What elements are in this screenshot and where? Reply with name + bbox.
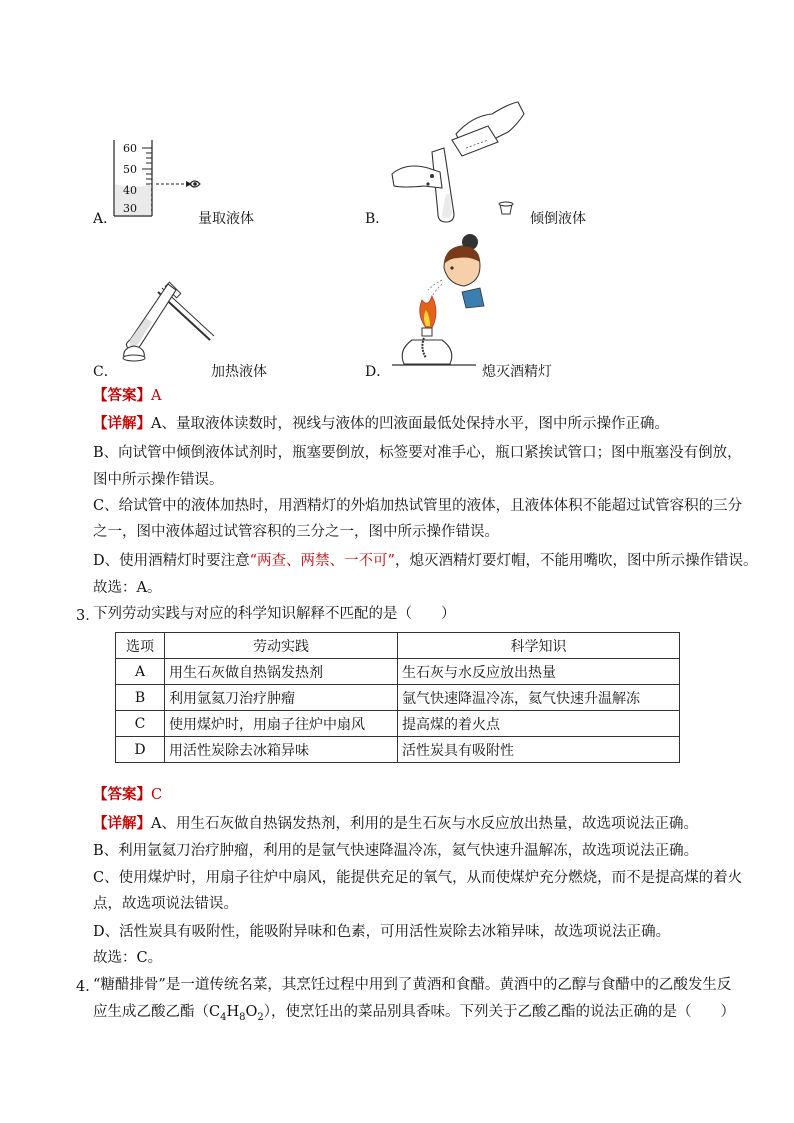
detail-quote: “两查、两禁、一不可” xyxy=(249,553,395,569)
option-c-caption: 加热液体 xyxy=(211,364,267,380)
table-row xyxy=(116,659,680,685)
q2-answer xyxy=(93,386,161,406)
option-a-letter: A． xyxy=(93,211,118,227)
subscript: 4 xyxy=(220,1011,227,1023)
table-row xyxy=(116,711,680,737)
heating-liquid-figure xyxy=(118,278,218,370)
question-4-stem-line-2 xyxy=(93,1002,735,1028)
table-header-knowledge: 科学知识 xyxy=(398,633,680,659)
scale-label-30: 30 xyxy=(123,202,137,215)
detail-tag: 【详解】 xyxy=(93,415,151,432)
q3-detail-line-2: B、利用氩氦刀治疗肿瘤，利用的是氩气快速降温冷冻，氦气快速升温解冻，故选项说法正确。 xyxy=(93,843,699,859)
table-header-row xyxy=(116,633,680,659)
scale-label-60: 60 xyxy=(123,142,137,155)
q3-detail-line-4: 点，故选项说法错误。 xyxy=(93,896,238,912)
q3-detail-line-5: D、活性炭具有吸附性，能吸附异味和色素，可用活性炭除去冰箱异味，故选项说法正确。 xyxy=(93,924,671,940)
scale-label-50: 50 xyxy=(123,163,137,176)
extinguish-lamp-figure xyxy=(392,234,502,376)
table-cell-practice: 利用氩氦刀治疗肿瘤 xyxy=(165,685,398,711)
q3-conclusion: 故选：C。 xyxy=(93,950,163,966)
answer-tag: 【答案】 xyxy=(93,387,151,404)
option-a-caption: 量取液体 xyxy=(198,211,254,227)
option-d-letter: D． xyxy=(365,364,391,380)
table-cell-knowledge: 活性炭具有吸附性 xyxy=(398,737,680,763)
q2-detail-line-3: 图中所示操作错误。 xyxy=(93,472,224,488)
answer-tag: 【答案】 xyxy=(93,786,151,803)
table-cell-option: A xyxy=(116,659,165,685)
q2-detail-line-4: C、给试管中的液体加热时，用酒精灯的外焰加热试管里的液体，且液体体积不能超过试管容积的三分 xyxy=(93,498,743,514)
table-cell-knowledge: 氩气快速降温冷冻，氦气快速升温解冻 xyxy=(398,685,680,711)
option-c-letter: C． xyxy=(93,364,118,380)
table-cell-practice: 使用煤炉时，用扇子往炉中扇风 xyxy=(165,711,398,737)
detail-text-part: D、使用酒精灯时要注意 xyxy=(93,553,250,569)
pouring-liquid-figure xyxy=(388,96,538,228)
table-cell-practice: 用生石灰做自热锅发热剂 xyxy=(165,659,398,685)
stem-text: ），使烹饪出的菜品别具香味。下列关于乙酸乙酯的说法正确的是（ ） xyxy=(263,1004,736,1020)
subscript: 2 xyxy=(257,1011,264,1023)
option-d-caption: 熄灭酒精灯 xyxy=(482,364,552,380)
detail-text-part: ，熄灭酒精灯要灯帽，不能用嘴吹，图中所示操作错误。 xyxy=(394,553,758,569)
detail-text: A、用生石灰做自热锅发热剂，利用的是生石灰与水反应放出热量，故选项说法正确。 xyxy=(151,816,698,832)
table-row xyxy=(116,685,680,711)
q2-detail-line-6 xyxy=(93,551,757,571)
table-row xyxy=(116,737,680,763)
scale-label-40: 40 xyxy=(123,184,137,197)
q3-detail-line-3: C、使用煤炉时，用扇子往炉中扇风，能提供充足的氧气，从而使煤炉充分燃烧，而不是提高煤的着火 xyxy=(93,870,743,886)
stem-text: O xyxy=(245,1004,258,1020)
table-header-practice: 劳动实践 xyxy=(165,633,398,659)
table-cell-option: C xyxy=(116,711,165,737)
detail-text: A、量取液体读数时，视线与液体的凹液面最低处保持水平，图中所示操作正确。 xyxy=(151,416,669,432)
stem-text: H xyxy=(226,1004,240,1020)
table-cell-practice: 用活性炭除去冰箱异味 xyxy=(165,737,398,763)
answer-value: C xyxy=(151,787,163,803)
table-cell-option: D xyxy=(116,737,165,763)
option-b-caption: 倾倒液体 xyxy=(530,211,586,227)
q2-detail-line-5: 之一，图中液体超过试管容积的三分之一，图中所示操作错误。 xyxy=(93,524,499,540)
question-4-number: 4． xyxy=(76,979,100,995)
table-cell-knowledge: 提高煤的着火点 xyxy=(398,711,680,737)
q3-detail-line-1 xyxy=(93,814,698,834)
q3-answer xyxy=(93,785,162,805)
table-header-option: 选项 xyxy=(116,633,165,659)
answer-value: A xyxy=(151,388,162,404)
q2-conclusion: 故选：A。 xyxy=(93,580,162,596)
option-b-letter: B． xyxy=(365,211,390,227)
question-3-stem: 下列劳动实践与对应的科学知识解释不匹配的是（ ） xyxy=(93,606,456,622)
q2-detail-line-2: B、向试管中倾倒液体试剂时，瓶塞要倒放，标签要对准手心，瓶口紧挨试管口；图中瓶塞没有倒放， xyxy=(93,445,742,461)
table-cell-option: B xyxy=(116,685,165,711)
question-3-table xyxy=(115,632,680,763)
question-3-number: 3． xyxy=(76,608,100,624)
question-4-stem-line-1: “糖醋排骨”是一道传统名菜，其烹饪过程中用到了黄酒和食醋。黄酒中的乙醇与食醋中的乙酸发生反 xyxy=(93,977,732,993)
table-cell-knowledge: 生石灰与水反应放出热量 xyxy=(398,659,680,685)
q2-detail-line-1 xyxy=(93,414,669,434)
subscript: 8 xyxy=(239,1011,246,1023)
stem-text: 应生成乙酸乙酯（C xyxy=(93,1004,221,1020)
detail-tag: 【详解】 xyxy=(93,815,151,832)
